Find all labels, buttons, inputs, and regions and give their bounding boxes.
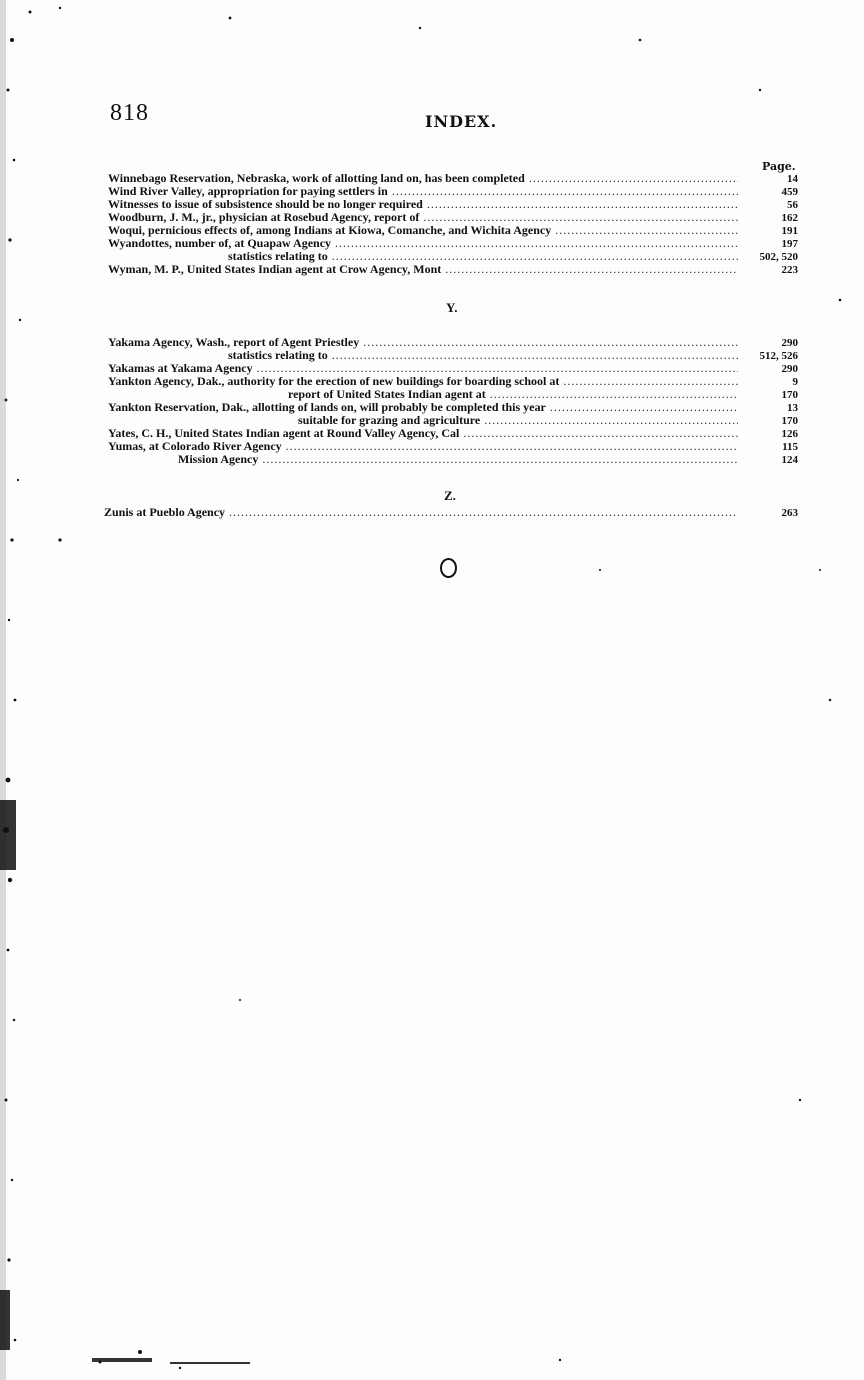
entry-text: Winnebago Reservation, Nebraska, work of allotting land on, has been completed bbox=[108, 171, 525, 185]
entry-text: Wyman, M. P., United States Indian agent at Crow Agency, Mont bbox=[108, 262, 442, 276]
dot-leader bbox=[229, 506, 738, 519]
entry-text: Yumas, at Colorado River Agency bbox=[108, 439, 282, 453]
dot-leader bbox=[286, 440, 738, 453]
entry-text: Yakamas at Yakama Agency bbox=[108, 361, 253, 375]
index-entry bbox=[108, 263, 798, 276]
section-letter-z: Z. bbox=[444, 488, 456, 503]
index-entry bbox=[108, 336, 798, 349]
entry-text: suitable for grazing and agriculture bbox=[298, 413, 481, 427]
dot-leader bbox=[463, 427, 738, 440]
entry-text: statistics relating to bbox=[228, 348, 328, 362]
index-subentry bbox=[108, 453, 798, 466]
index-section-y bbox=[108, 336, 798, 466]
dot-leader bbox=[427, 198, 738, 211]
entry-page: 170 bbox=[781, 415, 798, 427]
entry-page: 191 bbox=[781, 225, 798, 237]
dot-leader bbox=[550, 401, 738, 414]
entry-text: Witnesses to issue of subsistence should be no longer required bbox=[108, 197, 423, 211]
index-section-w bbox=[108, 172, 798, 276]
dot-leader bbox=[363, 336, 738, 349]
page-title: INDEX. bbox=[425, 112, 498, 131]
section-letter-y: Y. bbox=[446, 300, 458, 315]
entry-text: report of United States Indian agent at bbox=[288, 387, 486, 401]
dot-leader bbox=[392, 185, 738, 198]
entry-text: Woodburn, J. M., jr., physician at Rosebud Agency, report of bbox=[108, 210, 420, 224]
index-entry bbox=[104, 506, 798, 519]
dot-leader bbox=[555, 224, 738, 237]
dot-leader bbox=[445, 263, 738, 276]
entry-text: statistics relating to bbox=[228, 249, 328, 263]
entry-text: Yankton Reservation, Dak., allotting of lands on, will probably be completed this year bbox=[108, 400, 546, 414]
dot-leader bbox=[529, 172, 738, 185]
entry-text: Mission Agency bbox=[178, 452, 259, 466]
entry-page: 56 bbox=[787, 199, 798, 211]
entry-text: Wyandottes, number of, at Quapaw Agency bbox=[108, 236, 332, 250]
page-number: 818 bbox=[110, 100, 149, 126]
index-section-z bbox=[104, 506, 798, 519]
entry-page: 263 bbox=[781, 507, 798, 519]
entry-page: 223 bbox=[781, 264, 798, 276]
dot-leader bbox=[335, 237, 738, 250]
entry-page: 459 bbox=[781, 186, 798, 198]
entry-text: Zunis at Pueblo Agency bbox=[104, 505, 226, 519]
index-entry bbox=[108, 237, 798, 250]
end-of-index-ornament bbox=[440, 558, 457, 578]
entry-text: Yakama Agency, Wash., report of Agent Priestley bbox=[108, 335, 360, 349]
entry-text: Woqui, pernicious effects of, among Indians at Kiowa, Comanche, and Wichita Agency bbox=[108, 223, 552, 237]
dot-leader bbox=[262, 453, 738, 466]
page-column-label: Page. bbox=[762, 160, 796, 173]
entry-page: 14 bbox=[787, 173, 798, 185]
entry-text: Yates, C. H., United States Indian agent at Round Valley Agency, Cal bbox=[108, 426, 460, 440]
entry-text: Yankton Agency, Dak., authority for the erection of new buildings for boarding school at bbox=[108, 374, 560, 388]
entry-text: Wind River Valley, appropriation for paying settlers in bbox=[108, 184, 388, 198]
entry-page: 290 bbox=[781, 337, 798, 349]
entry-page: 126 bbox=[781, 428, 798, 440]
dot-leader bbox=[484, 414, 738, 427]
entry-page: 13 bbox=[787, 402, 798, 414]
dot-leader bbox=[563, 375, 738, 388]
entry-page: 197 bbox=[781, 238, 798, 250]
entry-page: 512, 526 bbox=[759, 350, 798, 362]
entry-page: 290 bbox=[781, 363, 798, 375]
entry-page: 502, 520 bbox=[759, 251, 798, 263]
dot-leader bbox=[332, 349, 738, 362]
entry-page: 162 bbox=[781, 212, 798, 224]
entry-page: 124 bbox=[781, 454, 798, 466]
entry-page: 170 bbox=[781, 389, 798, 401]
entry-page: 9 bbox=[792, 376, 798, 388]
entry-page: 115 bbox=[782, 441, 798, 453]
